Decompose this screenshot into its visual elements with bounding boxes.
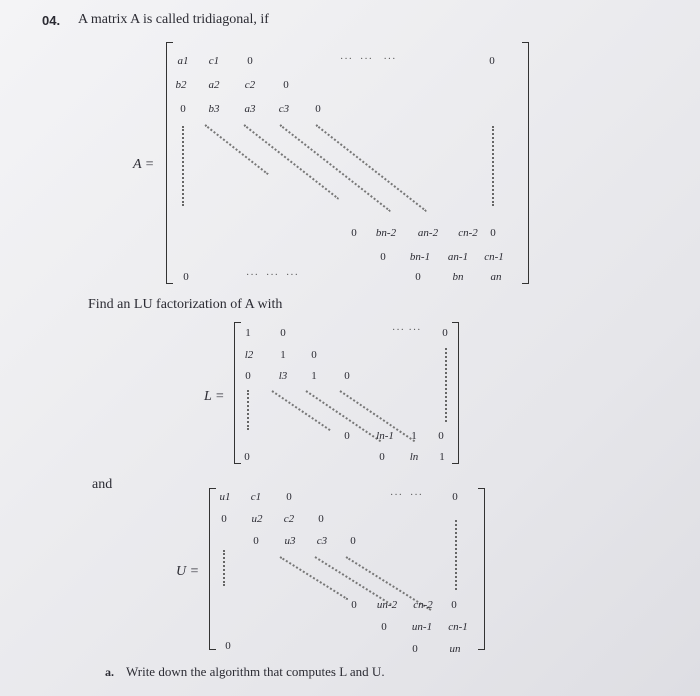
matrix-u-ddots <box>279 556 348 600</box>
matrix-l-label: L = <box>204 389 225 404</box>
matrix-u-entry: 0 <box>350 535 356 547</box>
question-number: 04. <box>42 13 61 28</box>
matrix-l-vdots <box>445 348 447 422</box>
matrix-a-entry: c1 <box>208 55 220 67</box>
matrix-a-entry: an-1 <box>447 251 469 263</box>
matrix-u-entry: 0 <box>318 513 324 525</box>
matrix-l-ddots <box>271 390 330 431</box>
matrix-u-entry: cn-2 <box>413 599 433 611</box>
matrix-l-entry: 0 <box>344 370 350 382</box>
matrix-u-entry: 0 <box>225 640 231 652</box>
matrix-a-entry: a2 <box>208 79 220 91</box>
question-text: A matrix A is called tridiagonal, if <box>78 12 269 27</box>
matrix-a-ddots <box>315 124 427 212</box>
matrix-a-hdots: ··· ··· ··· <box>340 54 397 65</box>
matrix-l-entry: 0 <box>442 327 448 339</box>
matrix-u-entry: un-2 <box>376 599 398 611</box>
matrix-a-entry: cn-2 <box>458 227 478 239</box>
matrix-a-hdots: ··· ··· ··· <box>246 270 299 281</box>
matrix-u-entry: un-1 <box>411 621 433 633</box>
matrix-l-entry: l2 <box>244 349 254 361</box>
matrix-l-entry: 1 <box>245 327 251 339</box>
part-a-label: a. <box>105 665 114 679</box>
matrix-u-entry: 0 <box>286 491 292 503</box>
matrix-u-entry: un <box>449 643 461 655</box>
matrix-a-entry: bn-2 <box>375 227 397 239</box>
matrix-a-ddots <box>204 124 268 175</box>
matrix-a-entry: bn <box>452 271 464 283</box>
matrix-u-vdots <box>223 550 225 586</box>
matrix-u-entry: u1 <box>219 491 231 503</box>
matrix-l-entry: l3 <box>278 370 288 382</box>
matrix-u-entry: 0 <box>253 535 259 547</box>
matrix-u-entry: c2 <box>283 513 295 525</box>
matrix-u-hdots: ··· ··· <box>390 490 423 501</box>
matrix-a-entry: 0 <box>489 55 495 67</box>
matrix-l-entry: 0 <box>311 349 317 361</box>
matrix-a-entry: 0 <box>415 271 421 283</box>
matrix-a-label: A = <box>133 157 155 172</box>
matrix-u-entry: cn-1 <box>448 621 468 633</box>
matrix-a-entry: c3 <box>278 103 290 115</box>
matrix-l-entry: 0 <box>344 430 350 442</box>
matrix-u-entry: c1 <box>250 491 262 503</box>
part-a-text: Write down the algorithm that computes L and U. <box>126 664 385 679</box>
matrix-a-entry: 0 <box>247 55 253 67</box>
matrix-a-entry: 0 <box>283 79 289 91</box>
matrix-u-entry: 0 <box>381 621 387 633</box>
matrix-l-left-bracket <box>234 322 241 464</box>
matrix-a-right-bracket <box>522 42 529 284</box>
matrix-a-entry: 0 <box>183 271 189 283</box>
matrix-u-entry: 0 <box>221 513 227 525</box>
matrix-u-entry: 0 <box>412 643 418 655</box>
and-text: and <box>92 477 113 492</box>
matrix-u-left-bracket <box>209 488 216 650</box>
matrix-a-entry: 0 <box>180 103 186 115</box>
matrix-l-entry: 0 <box>245 370 251 382</box>
matrix-a-entry: 0 <box>380 251 386 263</box>
matrix-u-entry: u2 <box>251 513 263 525</box>
matrix-u-vdots <box>455 520 457 590</box>
matrix-l-vdots <box>247 390 249 430</box>
matrix-a-ddots <box>279 124 391 212</box>
matrix-a-entry: b2 <box>175 79 187 91</box>
matrix-u-label: U = <box>176 564 200 579</box>
matrix-l-entry: 0 <box>280 327 286 339</box>
matrix-a-entry: bn-1 <box>409 251 431 263</box>
matrix-a-entry: c2 <box>244 79 256 91</box>
matrix-a-entry: an <box>490 271 502 283</box>
matrix-a-entry: 0 <box>315 103 321 115</box>
matrix-l-entry: 1 <box>311 370 317 382</box>
matrix-a-vdots <box>492 126 494 206</box>
matrix-l-entry: 0 <box>438 430 444 442</box>
matrix-l-entry: ln <box>409 451 419 463</box>
matrix-a-entry: a1 <box>177 55 189 67</box>
matrix-a-left-bracket <box>166 42 173 284</box>
matrix-a-entry: 0 <box>490 227 496 239</box>
matrix-l-entry: 1 <box>411 430 417 442</box>
matrix-u-entry: 0 <box>351 599 357 611</box>
matrix-u-entry: c3 <box>316 535 328 547</box>
matrix-l-entry: 0 <box>379 451 385 463</box>
matrix-u-entry: 0 <box>451 599 457 611</box>
matrix-l-entry: 1 <box>439 451 445 463</box>
matrix-l-entry: 0 <box>244 451 250 463</box>
matrix-l-right-bracket <box>452 322 459 464</box>
matrix-u-entry: 0 <box>452 491 458 503</box>
matrix-l-hdots: ··· ··· <box>392 325 422 336</box>
find-lu-text: Find an LU factorization of A with <box>88 297 283 312</box>
matrix-a-entry: a3 <box>244 103 256 115</box>
matrix-a-entry: cn-1 <box>484 251 504 263</box>
matrix-a-vdots <box>182 126 184 206</box>
matrix-a-entry: b3 <box>208 103 220 115</box>
matrix-u-right-bracket <box>478 488 485 650</box>
matrix-l-entry: 1 <box>280 349 286 361</box>
matrix-a-entry: an-2 <box>417 227 439 239</box>
matrix-u-entry: u3 <box>284 535 296 547</box>
matrix-a-entry: 0 <box>351 227 357 239</box>
matrix-l-entry: ln-1 <box>376 430 394 442</box>
